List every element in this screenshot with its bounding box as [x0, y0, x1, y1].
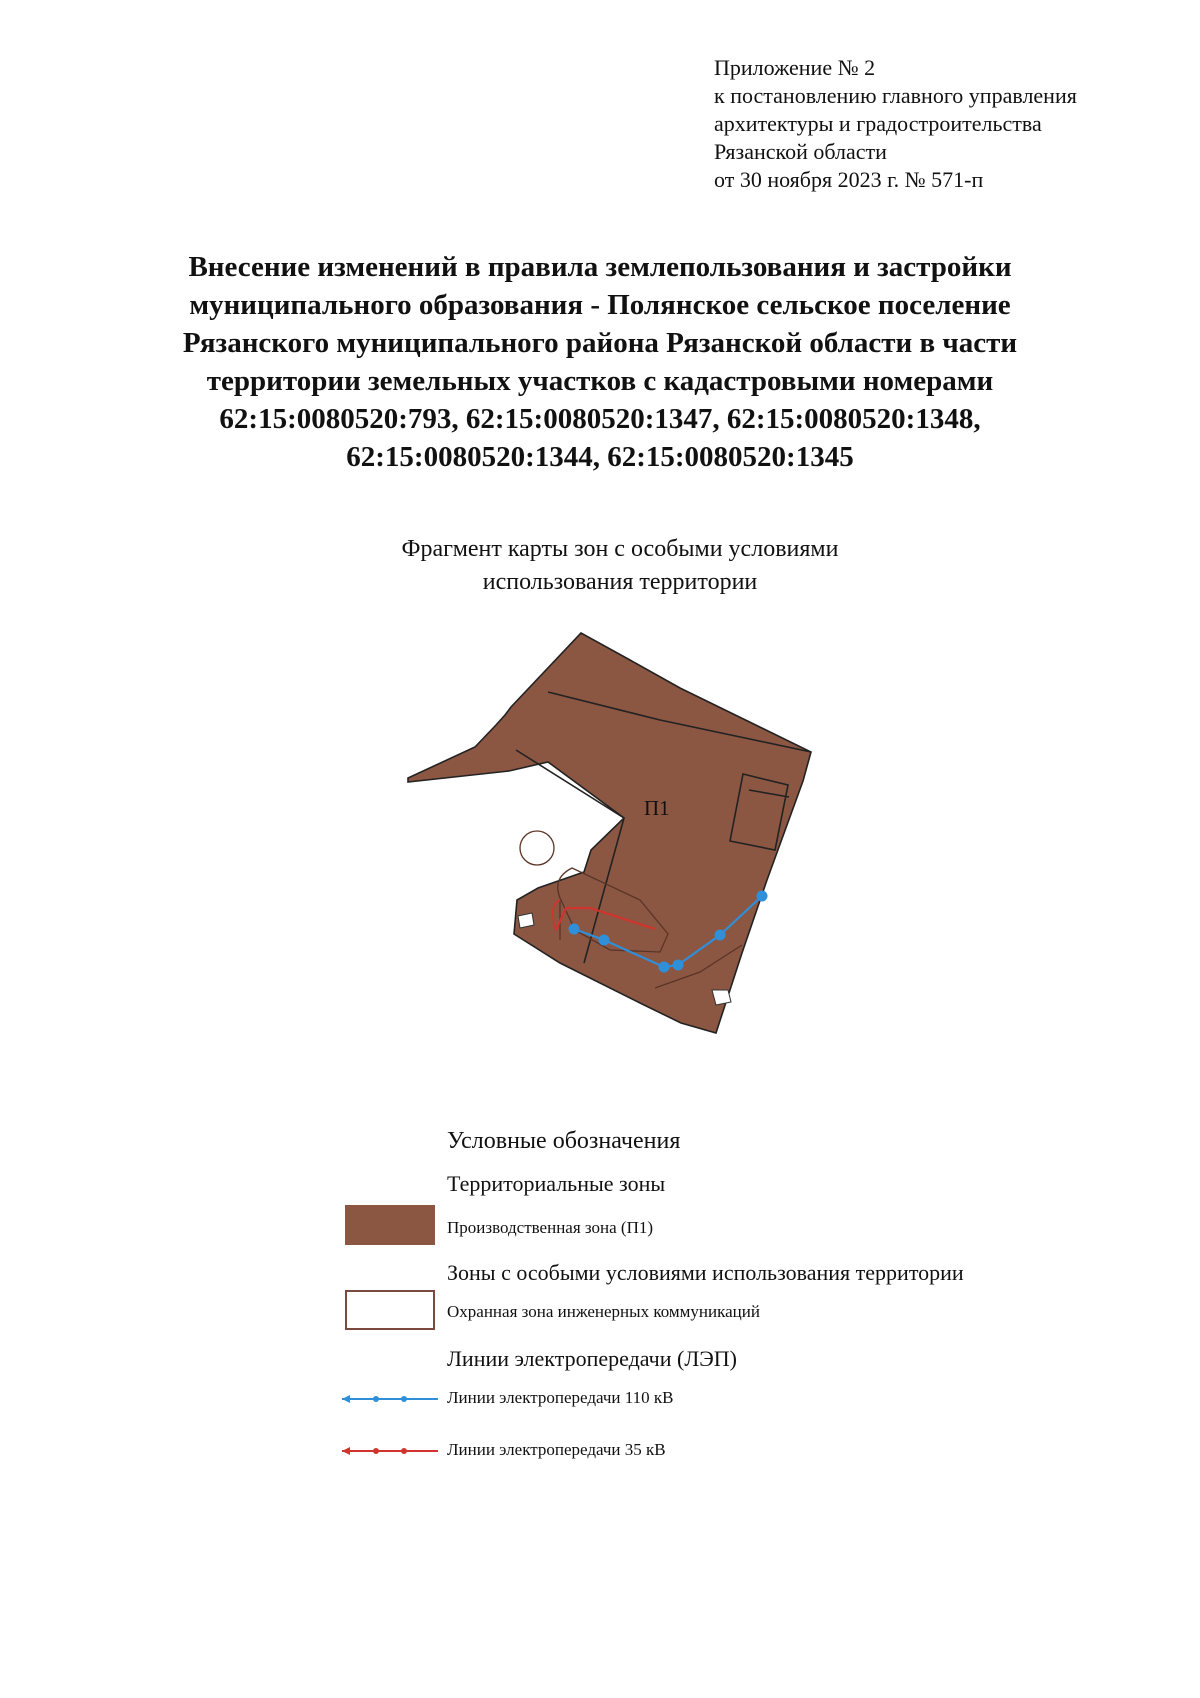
legend-swatch-protection-zone	[345, 1290, 435, 1330]
legend-group-territorial-zones: Территориальные зоны	[447, 1171, 666, 1196]
legend-label-110kv-line: Линии электропередачи 110 кВ	[447, 1388, 674, 1407]
legend-label-protection-zone: Охранная зона инженерных коммуникаций	[447, 1302, 760, 1321]
title-line: 62:15:0080520:1344, 62:15:0080520:1345	[346, 441, 854, 473]
title-line: Внесение изменений в правила землепользования и застройки	[188, 251, 1012, 283]
legend-group-power-lines: Линии электропередачи (ЛЭП)	[447, 1346, 737, 1371]
legend-title: Условные обозначения	[447, 1128, 681, 1154]
appendix-line: от 30 ноября 2023 г. № 571-п	[714, 167, 984, 192]
legend-swatch-110kv-line	[340, 1392, 440, 1406]
zone-p1-polygon	[408, 633, 811, 1033]
subtitle-line: Фрагмент карты зон с особыми условиями	[401, 536, 839, 562]
legend-label-35kv-line: Линии электропередачи 35 кВ	[447, 1440, 666, 1459]
legend-label-industrial-zone: Производственная зона (П1)	[447, 1218, 654, 1237]
legend-swatch-35kv-line	[340, 1444, 440, 1458]
appendix-line: архитектуры и градостроительства	[714, 111, 1042, 136]
legend-group-special-zones: Зоны с особыми условиями использования территории	[447, 1260, 964, 1285]
appendix-line: к постановлению главного управления	[714, 83, 1077, 108]
zone-label-p1: П1	[644, 796, 670, 820]
subtitle-line: использования территории	[482, 569, 758, 595]
appendix-line: Рязанской области	[714, 139, 887, 164]
title-line: 62:15:0080520:793, 62:15:0080520:1347, 62:15:0080520:1348,	[219, 403, 981, 435]
appendix-line: Приложение № 2	[714, 55, 876, 80]
title-line: муниципального образования - Полянское сельское поселение	[189, 289, 1011, 321]
title-line: Рязанского муниципального района Рязанской области в части	[182, 327, 1018, 359]
title-line: территории земельных участков с кадастровыми номерами	[206, 365, 994, 397]
legend-swatch-industrial-zone	[345, 1205, 435, 1245]
